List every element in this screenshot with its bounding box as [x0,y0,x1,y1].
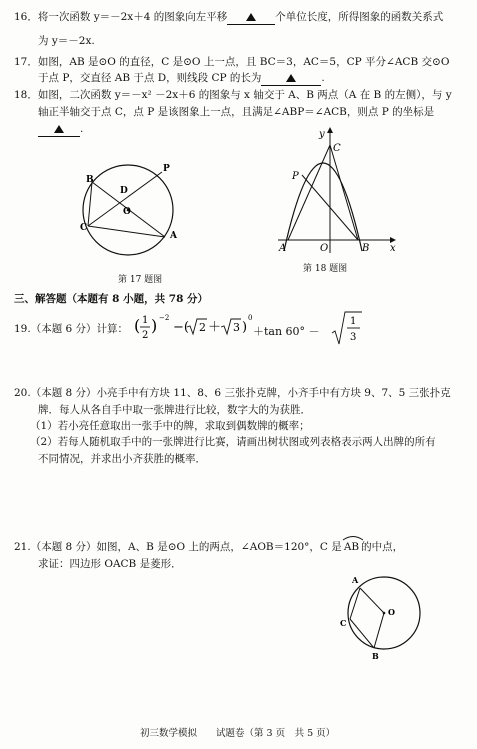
q16-line1 [14,10,443,25]
label-a: A [279,243,287,254]
chord-ca [88,226,165,237]
triangle-icon [286,74,296,82]
q16-line2: 为 y＝－2x. [38,35,95,47]
segment-oa [360,588,384,613]
svg-text:(: ( [134,316,141,335]
q17-text-b: . [321,72,325,84]
q18-line1: 18．如图，二次函数 y＝－x² －2x＋6 的图象与 x 轴交于 A、B 两点（A 在 B 的左侧），与 y [14,89,452,101]
q16-answer-blank [227,10,275,25]
q18-answer-blank [38,122,80,137]
q21-text-a: 21.（本题 8 分）如图，A、B 是⊙O 上的两点，∠AOB＝120°，C 是 [14,541,342,553]
q18-text-end: . [80,123,84,135]
label-p: P [292,171,299,182]
label-o: O [320,243,329,254]
q20-line2: 牌．每人从各自手中取一张牌进行比较，数字大的为获胜． [38,404,311,416]
svg-text:): ) [242,320,248,335]
svg-text:): ) [151,316,158,335]
frac-num: 1 [350,316,357,327]
center-dot [383,612,386,615]
segment-bc [330,145,358,240]
exp1: −2 [159,314,170,322]
half-den: 2 [142,330,149,341]
segment-ac [288,145,330,240]
label-d: D [120,186,128,196]
label-y: y [319,129,325,140]
q20-line5: 不同情况，并求出小齐获胜的概率． [38,453,206,465]
figure-18 [278,125,398,255]
exp0: 0 [248,314,253,322]
arc-ab-label: AB [343,541,360,553]
label-o: O [123,207,131,217]
q17-answer-blank [261,71,321,86]
sqrt3: 3 [233,321,240,334]
q20-line1: 20.（本题 8 分）小亮手中有方块 11、8、6 三张扑克牌，小齐手中有方块 9、7、5 三张扑克 [14,387,451,399]
triangle-icon [246,13,256,21]
frac-den: 3 [350,332,357,343]
q21-line1 [14,540,403,554]
y-axis-arrow-icon [327,127,333,133]
q17-text-a: 于点 P，交直径 AB 于点 D，则线段 CP 的长为 [38,72,262,84]
label-a: A [170,231,177,241]
label-x: x [390,243,396,254]
q20-line3: （1）若小亮任意取出一张手中的牌，求取到偶数牌的概率； [30,420,310,432]
label-b: B [362,243,370,254]
segment-cb [350,619,374,648]
q18-line3 [38,122,83,137]
chord-cp [88,172,162,226]
label-b: B [372,651,379,661]
label-o: O [388,607,395,617]
q17-line1: 17．如图，AB 是⊙O 的直径，C 是⊙O 上一点，且 BC＝3，AC＝5，CP 平分∠ACB 交⊙O [14,56,450,68]
q19-tan-term: ＋tan 60° － [253,325,320,338]
label-b: B [86,175,94,185]
q16-text-a: 16．将一次函数 y＝－2x＋4 的图象向左平移 [14,11,228,23]
label-c: C [80,223,88,233]
q19-prefix: 19.（本题 6 分）计算： [14,323,129,335]
figure-18-caption: 第 18 题图 [303,264,348,274]
q21-text-b: 的中点， [361,541,404,553]
label-c: C [340,618,347,628]
q18-line2: 轴正半轴交于点 C，点 P 是该图象上一点，且满足∠ABP＝∠ACB，则点 P 的坐标是 [38,106,435,118]
q17-line2 [38,71,325,86]
label-a: A [352,575,359,585]
half-num: 1 [142,315,149,326]
q19-sqrt-frac [330,306,370,350]
segment-ob [374,613,384,648]
sqrt2: 2 [199,321,206,334]
figure-21 [340,575,430,665]
arc-mark-icon [342,535,364,541]
q16-text-b: 个单位长度，所得图象的函数关系式 [275,11,444,23]
triangle-icon [54,125,64,133]
q20-line4: （2）若每人随机取手中的一张牌进行比赛，请画出树状图或列表格表示两人出牌的所有 [30,436,436,448]
label-p: P [163,164,170,174]
q21-line2: 求证：四边形 OACB 是菱形． [38,558,182,570]
figure-17-caption: 第 17 题图 [118,275,163,285]
section-title: 三、解答题（本题有 8 小题，共 78 分） [14,293,209,305]
svg-text:−(: −( [173,320,189,335]
svg-text:＋: ＋ [208,320,222,335]
label-c: C [333,143,341,154]
page-footer: 初三数学模拟 试题卷（第 3 页 共 5 页） [140,728,336,739]
arc-ab [342,540,361,554]
figure-17 [80,160,190,270]
